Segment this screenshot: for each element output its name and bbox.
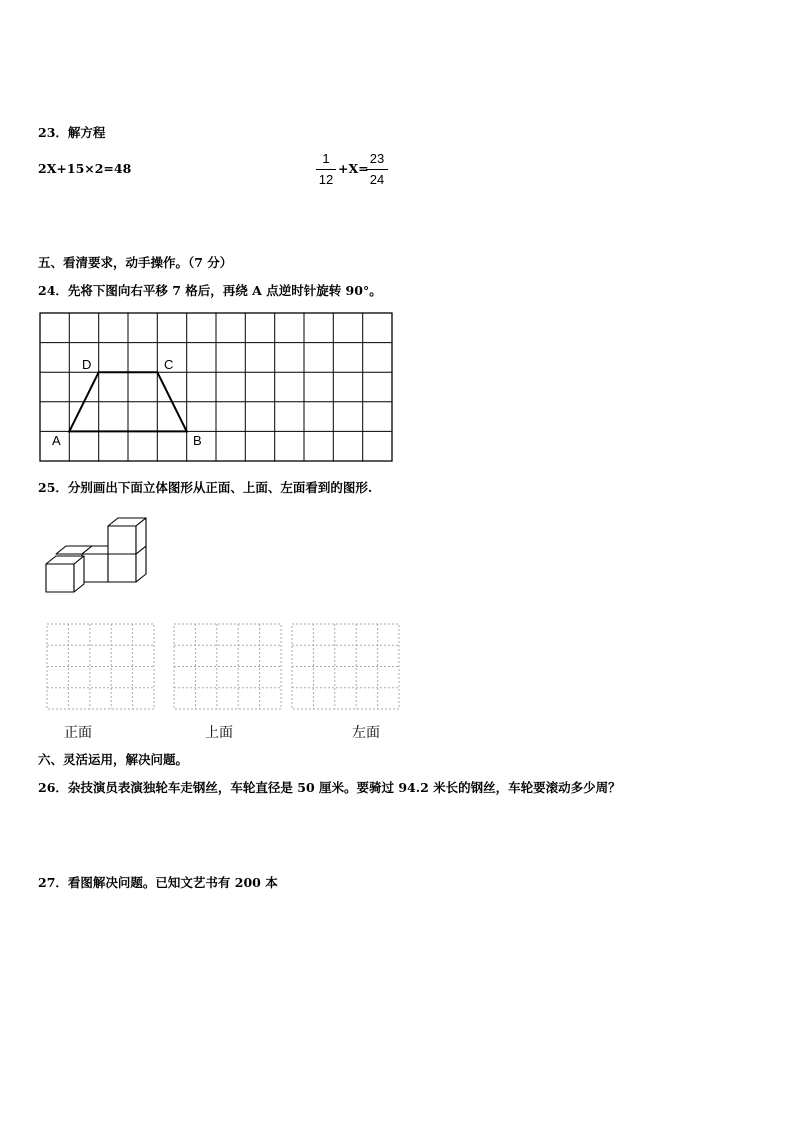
section-6-title: 六、灵活运用，解决问题。 — [38, 752, 189, 767]
q23-equation-2-mid: +X= — [338, 161, 369, 176]
cube-front-face — [82, 554, 108, 582]
cube-front-face — [108, 526, 136, 554]
cube-front-face — [46, 564, 74, 592]
point-label-d: D — [82, 357, 92, 372]
q25-text: 25．分别画出下面立体图形从正面、上面、左面看到的图形. — [38, 480, 373, 495]
view-label-top: 上面 — [205, 724, 233, 740]
q23-fraction-1 — [316, 150, 336, 189]
fraction-numerator: 1 — [322, 151, 330, 166]
section-5-title: 五、看清要求，动手操作。（7 分） — [38, 255, 233, 270]
point-label-a: A — [52, 433, 61, 448]
q24-grid-figure — [38, 311, 394, 463]
q23-fraction-2 — [366, 150, 388, 189]
left-view-grid[interactable] — [291, 623, 401, 711]
fraction-denominator: 24 — [369, 172, 385, 187]
q25-cube-figure — [40, 512, 152, 596]
front-view-grid[interactable] — [46, 623, 156, 711]
q23-equation-1: 2X+15×2=48 — [38, 161, 132, 176]
top-view-grid[interactable] — [173, 623, 283, 711]
q26-text: 26．杂技演员表演独轮车走钢丝，车轮直径是 50 厘米。要骑过 94.2 米长的钢丝，车轮要滚动多少周？ — [38, 780, 621, 795]
grid-lines — [40, 313, 392, 461]
fraction-denominator: 12 — [318, 172, 334, 187]
point-label-b: B — [193, 433, 202, 448]
view-label-front: 正面 — [64, 724, 92, 740]
point-label-c: C — [164, 357, 174, 372]
view-label-left: 左面 — [352, 724, 380, 740]
q23-heading: 23．解方程 — [38, 125, 106, 140]
q27-text: 27．看图解决问题。已知文艺书有 200 本 — [38, 875, 278, 890]
cube-front-face — [108, 554, 136, 582]
fraction-numerator: 23 — [369, 151, 385, 166]
q24-text: 24．先将下图向右平移 7 格后，再绕 A 点逆时针旋转 90°。 — [38, 283, 382, 298]
